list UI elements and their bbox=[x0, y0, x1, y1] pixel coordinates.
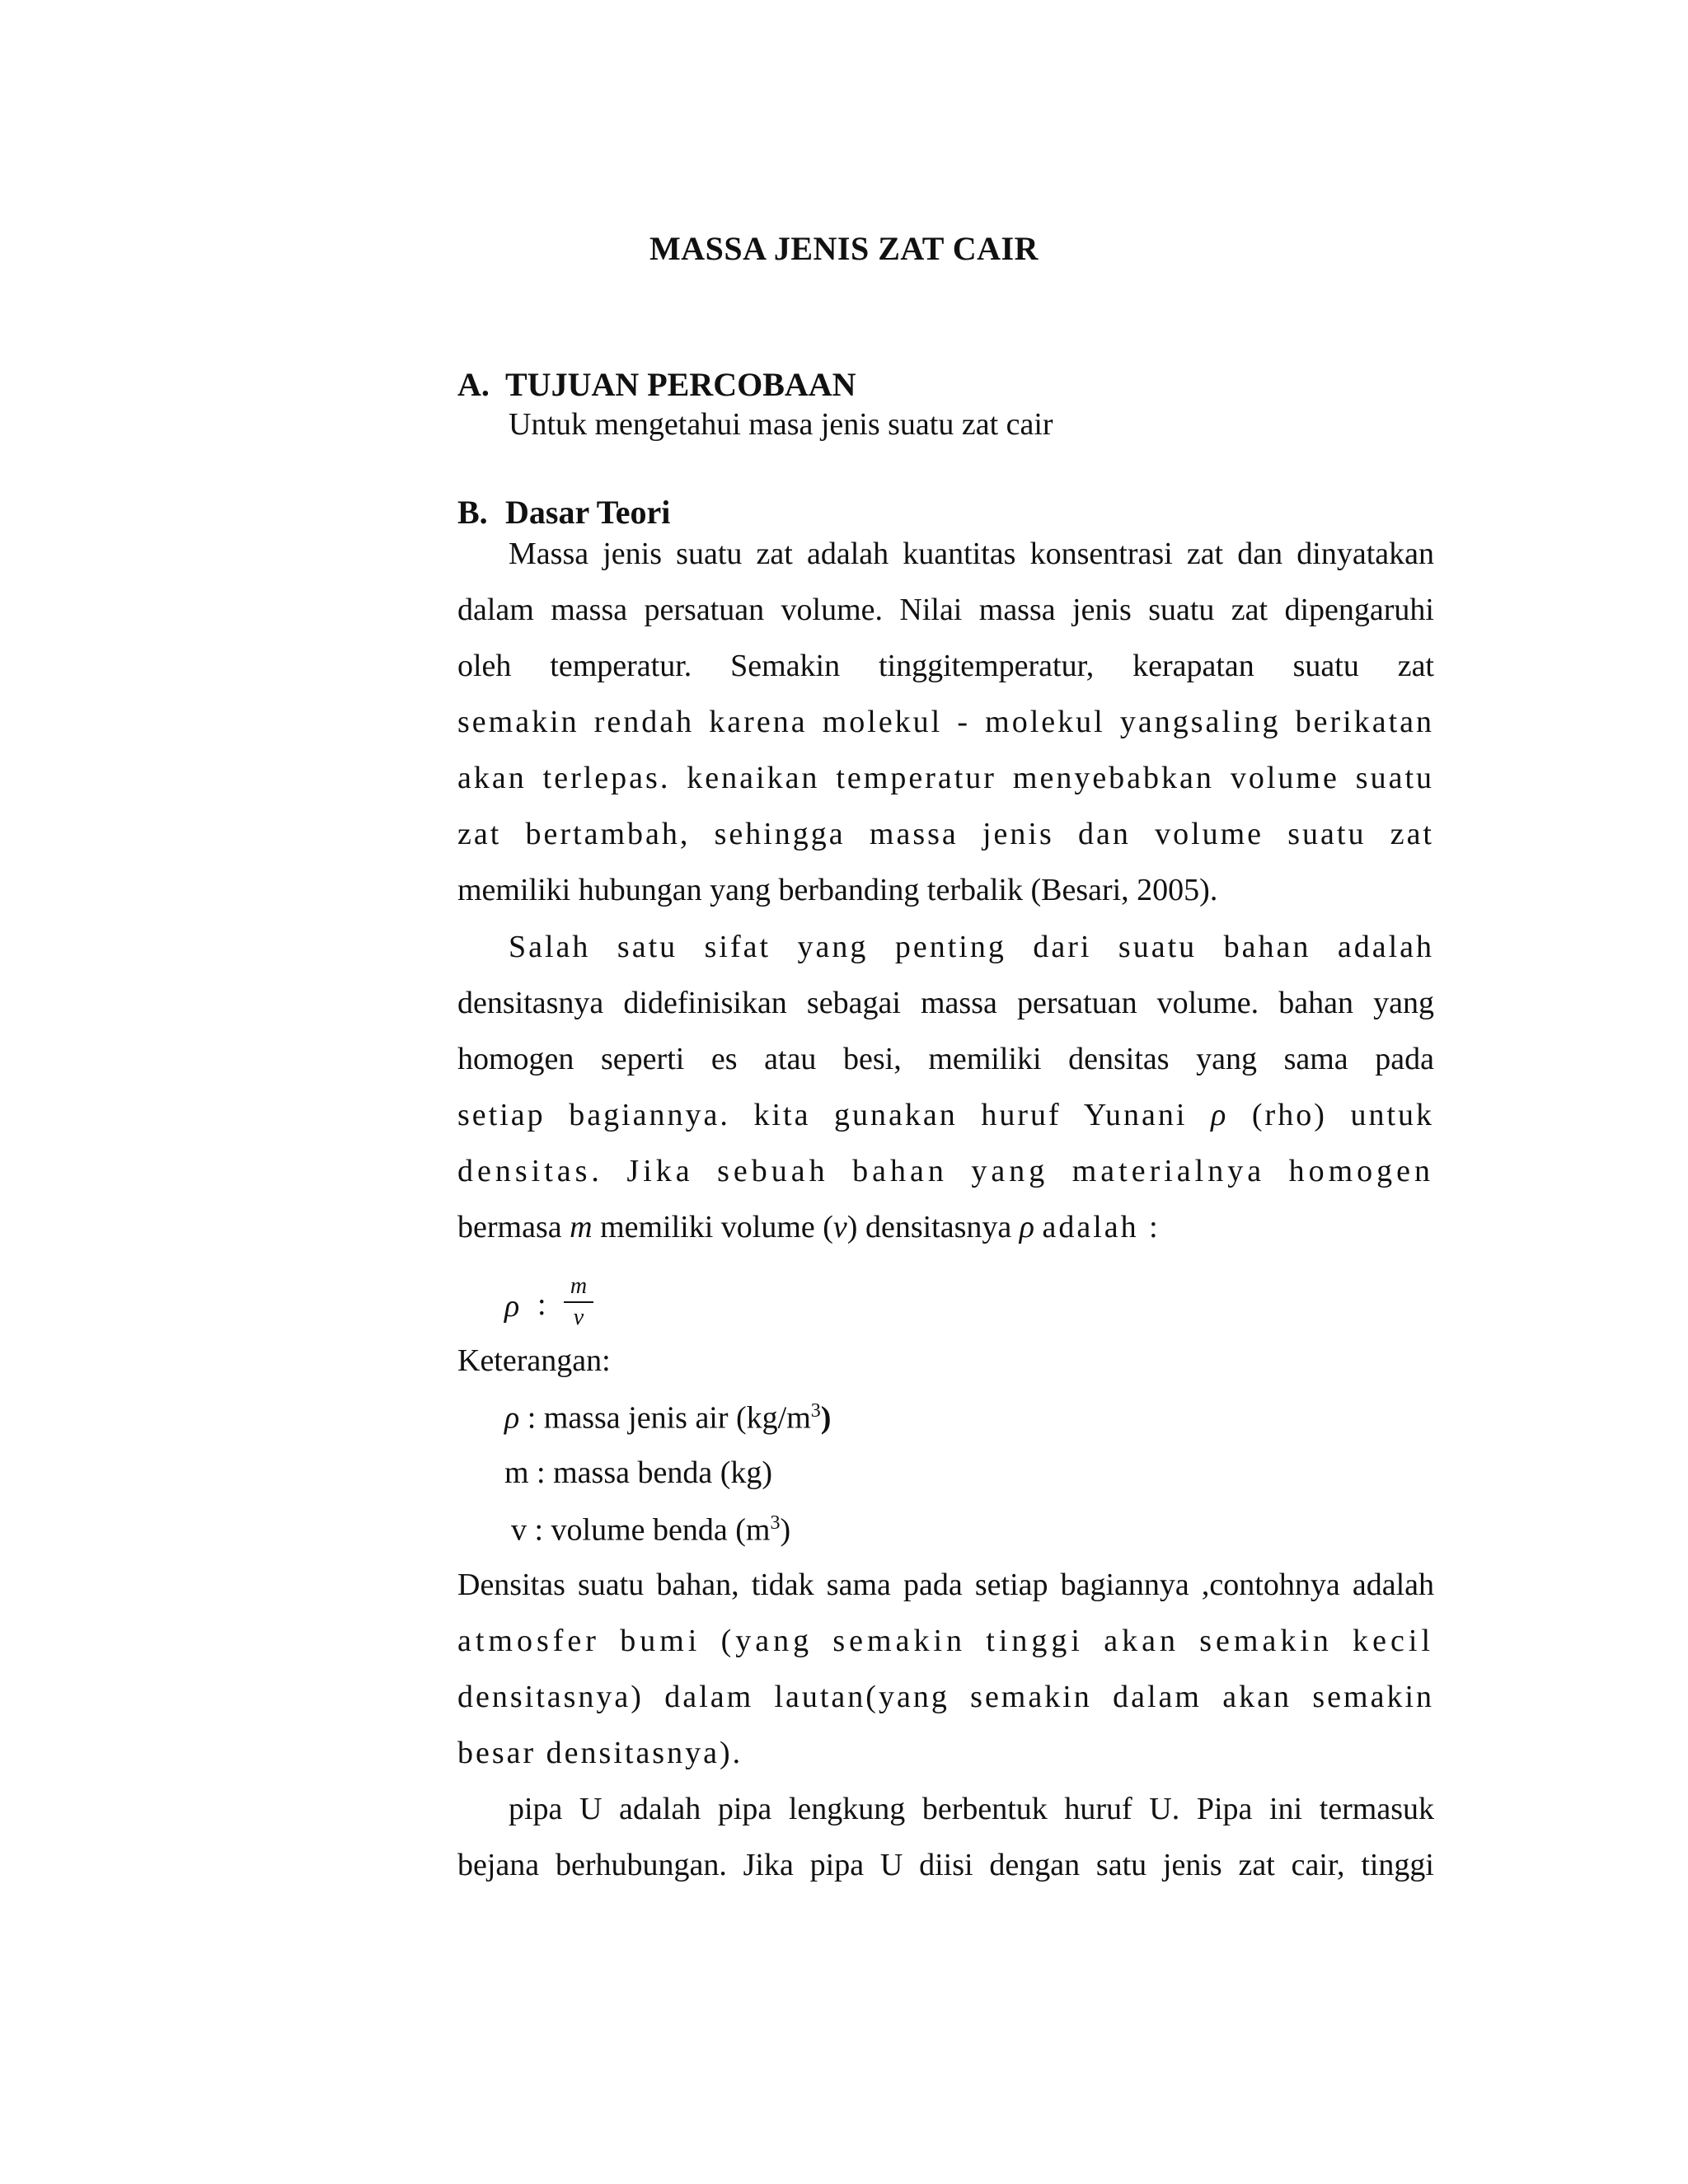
para1-line: akan terlepas. kenaikan temperatur menyebabkan volume suatu bbox=[457, 761, 1434, 795]
formula-denominator: v bbox=[573, 1305, 584, 1330]
para3-line: Densitas suatu bahan, tidak sama pada setiap bagiannya ,contohnya adalah bbox=[457, 1568, 1434, 1602]
page-title: MASSA JENIS ZAT CAIR bbox=[649, 230, 1039, 267]
rho-symbol: ρ bbox=[1019, 1210, 1034, 1244]
para2-line bbox=[457, 1212, 1160, 1243]
para1-line: Massa jenis suatu zat adalah kuantitas konsentrasi zat dan dinyatakan bbox=[509, 537, 1434, 571]
m-symbol: m bbox=[570, 1210, 593, 1244]
para2-line: densitas. Jika sebuah bahan yang materialnya homogen bbox=[457, 1154, 1434, 1188]
v-symbol: v bbox=[832, 1210, 847, 1244]
section-a-title: TUJUAN PERCOBAAN bbox=[505, 366, 856, 403]
para2-line bbox=[457, 1099, 1434, 1131]
formula-lhs: ρ bbox=[504, 1289, 520, 1324]
section-b-letter: B. bbox=[457, 494, 488, 531]
para2-line: homogen seperti es atau besi, memiliki densitas yang sama pada bbox=[457, 1042, 1434, 1076]
keterangan-tail: ) bbox=[780, 1512, 791, 1548]
para1-line: oleh temperatur. Semakin tinggitemperatur, kerapatan suatu zat bbox=[457, 649, 1434, 683]
section-a-heading bbox=[457, 365, 856, 404]
para2-text: setiap bagiannya. kita gunakan huruf Yunani bbox=[457, 1098, 1188, 1132]
fraction-bar bbox=[564, 1301, 593, 1303]
para1-line: semakin rendah karena molekul - molekul yangsaling berikatan bbox=[457, 705, 1434, 739]
formula-op: : bbox=[537, 1287, 546, 1322]
keterangan-label: Keterangan: bbox=[457, 1343, 611, 1378]
para3-line: besar densitasnya). bbox=[457, 1736, 743, 1770]
superscript: 3 bbox=[810, 1400, 821, 1422]
para1-line: dalam massa persatuan volume. Nilai massa jenis suatu zat dipengaruhi bbox=[457, 593, 1434, 627]
keterangan-item bbox=[504, 1401, 831, 1434]
keterangan-text: v : volume benda (m bbox=[511, 1512, 771, 1548]
para2-text: (rho) untuk bbox=[1251, 1098, 1435, 1132]
para2-text: memiliki volume bbox=[600, 1210, 815, 1244]
keterangan-item bbox=[504, 1457, 772, 1488]
keterangan-text: m : massa benda (kg) bbox=[504, 1455, 773, 1490]
rho-symbol: ρ bbox=[504, 1400, 520, 1436]
para2-text: adalah : bbox=[1042, 1210, 1160, 1244]
para4-line: bejana berhubungan. Jika pipa U diisi dengan satu jenis zat cair, tinggi bbox=[457, 1848, 1434, 1882]
para3-line: atmosfer bumi (yang semakin tinggi akan semakin kecil bbox=[457, 1624, 1434, 1658]
para2-text: bermasa bbox=[457, 1210, 562, 1244]
para4-line: pipa U adalah pipa lengkung berbentuk huruf U. Pipa ini termasuk bbox=[509, 1792, 1434, 1826]
formula-numerator: m bbox=[570, 1273, 588, 1299]
keterangan-item bbox=[511, 1513, 790, 1546]
para1-line: zat bertambah, sehingga massa jenis dan volume suatu zat bbox=[457, 817, 1434, 851]
superscript: 3 bbox=[770, 1512, 781, 1534]
keterangan-text: : massa jenis air (kg/m bbox=[519, 1400, 811, 1436]
keterangan-tail: ) bbox=[820, 1400, 832, 1436]
rho-symbol: ρ bbox=[1211, 1098, 1229, 1132]
para3-line: densitasnya) dalam lautan(yang semakin dalam akan semakin bbox=[457, 1680, 1434, 1714]
section-b-title: Dasar Teori bbox=[505, 494, 671, 531]
formula-fraction bbox=[564, 1273, 593, 1331]
section-a-letter: A. bbox=[457, 366, 490, 403]
section-a-text: Untuk mengetahui masa jenis suatu zat cair bbox=[509, 407, 1053, 442]
para2-line: densitasnya didefinisikan sebagai massa persatuan volume. bahan yang bbox=[457, 986, 1434, 1020]
para1-line: memiliki hubungan yang berbanding terbalik (Besari, 2005). bbox=[457, 873, 1218, 907]
para2-line: Salah satu sifat yang penting dari suatu bahan adalah bbox=[509, 930, 1434, 964]
paren: ) bbox=[846, 1210, 858, 1244]
section-b-heading bbox=[457, 493, 670, 532]
paren: ( bbox=[823, 1210, 833, 1244]
para2-text: densitasnya bbox=[865, 1210, 1012, 1244]
